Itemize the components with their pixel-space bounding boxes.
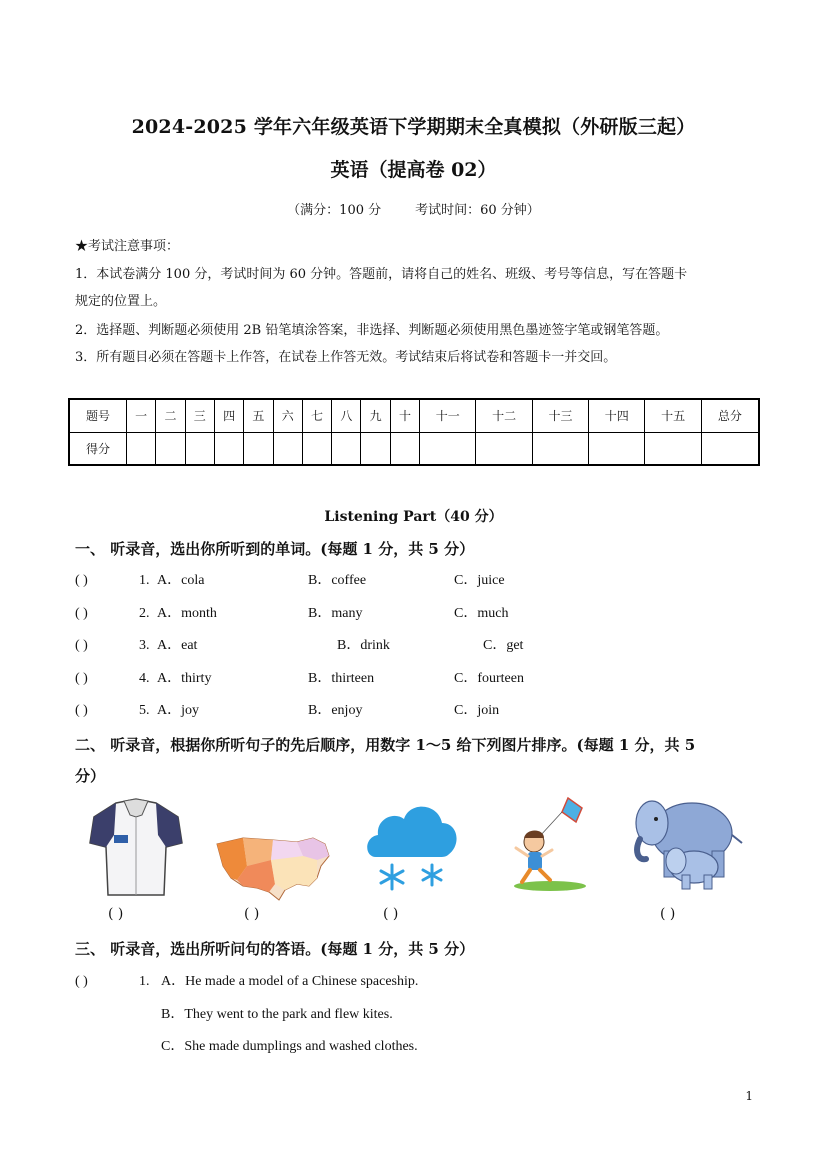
score-table (68, 398, 760, 466)
option-b: B．thirteen (308, 671, 375, 686)
score-row-label: 得分 (69, 432, 126, 465)
score-header-cell: 十二 (476, 399, 532, 432)
score-cell[interactable] (532, 432, 588, 465)
notice-line3: 3．所有题目必须在答题卡上作答，在试卷上作答无效。考试结束后将试卷和答题卡一并交回。 (75, 350, 617, 365)
score-header-cell: 九 (361, 399, 390, 432)
score-cell[interactable] (244, 432, 273, 465)
snow-cloud-image (362, 795, 462, 895)
usa-map-image (213, 830, 333, 902)
score-header-cell: 二 (156, 399, 185, 432)
score-cell[interactable] (126, 432, 155, 465)
section1-title: 一、 听录音，选出你所听到的单词。(每题 1 分，共 5 分） (75, 540, 475, 558)
score-cell[interactable] (589, 432, 645, 465)
option-b: B．enjoy (308, 703, 363, 718)
picture-answer-paren[interactable]: ( ) (108, 906, 124, 922)
answer-paren[interactable]: ( ) (75, 703, 88, 718)
question-number: 5. (139, 703, 150, 718)
score-cell[interactable] (302, 432, 331, 465)
option-c: C．She made dumplings and washed clothes. (161, 1039, 418, 1054)
score-header-cell: 十一 (420, 399, 476, 432)
notice-line2: 2．选择题、判断题必须使用 2B 铅笔填涂答案，非选择、判断题必须使用黑色墨迹签字笔或钢笔答题。 (75, 323, 669, 338)
score-cell[interactable] (214, 432, 243, 465)
paper-subtitle: 英语（提高卷 02） (330, 159, 497, 181)
section3-title: 三、 听录音，选出所听问句的答语。(每题 1 分，共 5 分） (75, 940, 475, 958)
option-b: B．coffee (308, 573, 367, 588)
paper-title: 2024-2025 学年六年级英语下学期期末全真模拟（外研版三起） (131, 116, 696, 138)
option-a: A．He made a model of a Chinese spaceship. (161, 974, 419, 989)
option-b: B．drink (337, 638, 390, 653)
shirt-image (86, 795, 186, 899)
answer-paren[interactable]: ( ) (75, 638, 88, 653)
option-a: A．thirty (157, 671, 212, 686)
exam-time: 考试时间：60 分钟） (415, 203, 540, 218)
score-cell[interactable] (476, 432, 532, 465)
score-table-score-row (69, 432, 759, 465)
score-header-cell: 七 (302, 399, 331, 432)
score-table-header-row (69, 399, 759, 432)
score-header-cell: 题号 (69, 399, 126, 432)
option-c: C．juice (454, 573, 505, 588)
answer-paren[interactable]: ( ) (75, 606, 88, 621)
full-score: （满分：100 分 (287, 203, 382, 218)
score-header-cell: 三 (185, 399, 214, 432)
score-cell[interactable] (420, 432, 476, 465)
picture-answer-paren[interactable]: ( ) (383, 906, 399, 922)
option-a: A．joy (157, 703, 199, 718)
notice-heading: ★考试注意事项： (75, 239, 180, 254)
score-header-cell: 一 (126, 399, 155, 432)
score-header-cell: 五 (244, 399, 273, 432)
section2-title-line2: 分） (75, 767, 106, 785)
score-cell[interactable] (156, 432, 185, 465)
listening-part-title: Listening Part（40 分） (324, 509, 503, 525)
picture-answer-paren[interactable]: ( ) (660, 906, 676, 922)
question-number: 1. (139, 974, 150, 989)
notice-line1b: 规定的位置上。 (75, 294, 167, 309)
score-cell[interactable] (701, 432, 759, 465)
boy-flying-kite-image (510, 796, 590, 892)
score-header-cell: 四 (214, 399, 243, 432)
option-a: A．month (157, 606, 217, 621)
option-b: B．They went to the park and flew kites. (161, 1007, 393, 1022)
score-cell[interactable] (361, 432, 390, 465)
score-cell[interactable] (390, 432, 419, 465)
picture-answer-paren[interactable]: ( ) (244, 906, 260, 922)
score-cell[interactable] (332, 432, 361, 465)
option-a: A．cola (157, 573, 205, 588)
page-number: 1 (745, 1089, 753, 1103)
answer-paren[interactable]: ( ) (75, 573, 88, 588)
answer-paren[interactable]: ( ) (75, 974, 88, 989)
score-header-cell: 十四 (589, 399, 645, 432)
option-c: C．join (454, 703, 500, 718)
score-cell[interactable] (645, 432, 701, 465)
elephants-image (632, 795, 744, 893)
section2-title-line1: 二、 听录音，根据你所听句子的先后顺序，用数字 1～5 给下列图片排序。(每题 1 分，共 5 (75, 736, 696, 754)
score-header-cell: 八 (332, 399, 361, 432)
score-cell[interactable] (185, 432, 214, 465)
score-header-cell: 十 (390, 399, 419, 432)
exam-info (0, 199, 827, 218)
option-a: A．eat (157, 638, 198, 653)
option-c: C．get (483, 638, 524, 653)
score-header-cell: 十五 (645, 399, 701, 432)
score-header-cell: 六 (273, 399, 302, 432)
answer-paren[interactable]: ( ) (75, 671, 88, 686)
option-c: C．much (454, 606, 509, 621)
question-number: 1. (139, 573, 150, 588)
score-header-cell: 总分 (701, 399, 759, 432)
question-number: 2. (139, 606, 150, 621)
option-c: C．fourteen (454, 671, 524, 686)
option-b: B．many (308, 606, 363, 621)
question-number: 4. (139, 671, 150, 686)
notice-line1: 1．本试卷满分 100 分，考试时间为 60 分钟。答题前，请将自己的姓名、班级、考号等信息，写在答题卡 (75, 267, 688, 282)
question-number: 3. (139, 638, 150, 653)
score-header-cell: 十三 (532, 399, 588, 432)
score-cell[interactable] (273, 432, 302, 465)
